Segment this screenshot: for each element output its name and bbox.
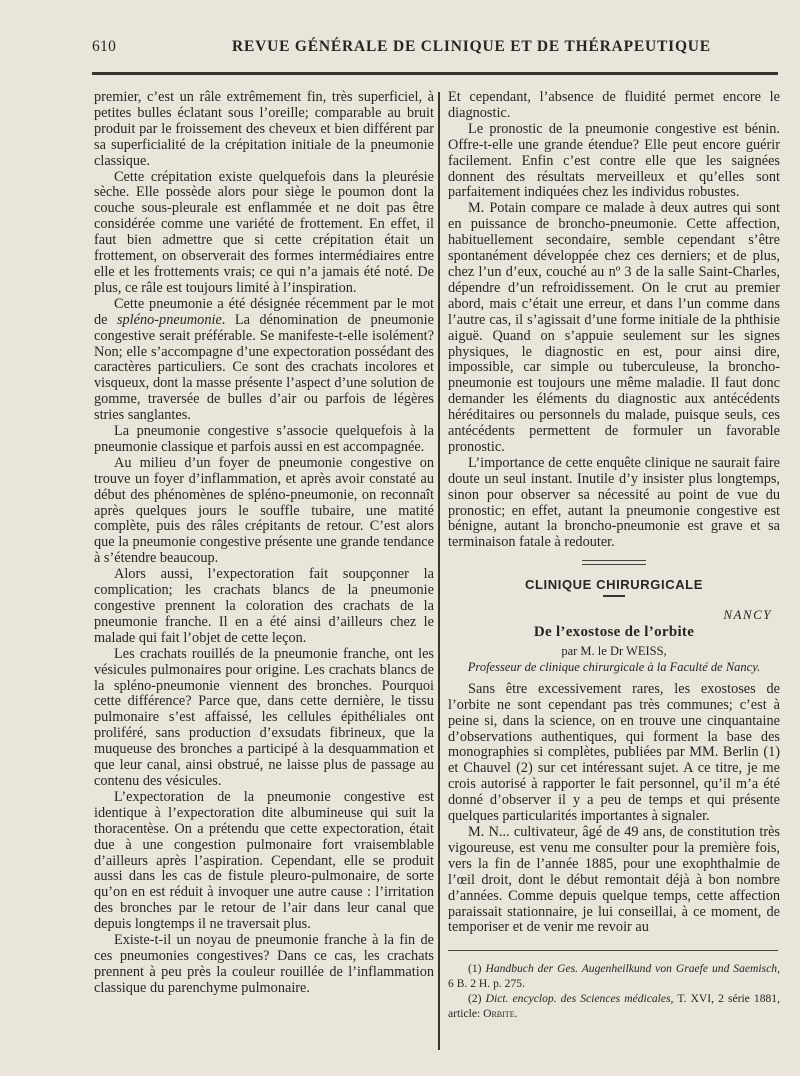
running-header [92,38,770,62]
journal-title: REVUE GÉNÉRALE DE CLINIQUE ET DE THÉRAPEUTIQUE [232,38,711,55]
section-rule [603,595,625,597]
left-paragraph-2: Cette crépitation existe quelquefois dans la pleurésie sèche. Elle possède alors pour siège le poumon dont la couche sous-pleurale est enflammée et ne doit pas être considérée comme une variété de frottement. En effet, il faut bien admettre que si cette crépitation était un frottement, on observerait des formes intermédiaires entre elle et les frottements vrais; ce qui n’a jamais été noté. De plus, ce râle est toujours limité à l’inspiration. [94,168,434,296]
footnote-1-ref: 6 B. 2 H. p. 275. [448,977,525,991]
footnote-2 [448,991,780,1021]
left-paragraph-3-start: Cette pneumonie a été désignée récemment par le mot de [94,295,434,328]
article-author: par M. le Dr WEISS, [561,644,667,658]
left-paragraph-1: premier, c’est un râle extrêmement fin, très superficiel, à petites bulles éclatant sous l’oreille; comparable au bruit produit par le froissement des cheveux et bien différent par sa superficialité de la crépitation initiale de la pneumonie classique. [94,89,434,169]
right-paragraph-3: M. Potain compare ce malade à deux autres qui sont en puissance de broncho-pneumonie. Cette affection, habituellement secondaire, semble cependant s’être spontanément développée chez ces derniers; et de plus, chez l’un d’eux, couché au nº 3 de la salle Saint-Charles, dépendre d’un refroidissement. On le crut au premier abord, mais c’était une erreur, et dans l’un comme dans l’autre cas, il s’agissait d’une forme initiale de la phthisie aiguë. Quand on s’appuie seulement sur les signes physiques, le diagnostic en est, pour ainsi dire, impossible, car simple ou tuberculeuse, la broncho-pneumonie est toujours une même maladie. Il faut donc demander les éléments du diagnostic aux antécédents héréditaires ou personnels du malade, puisque seuls, ces antécédents permettent de formuler un favorable pronostic. [448,200,780,455]
article-title: De l’exostose de l’orbite [533,624,695,641]
footnote-1-marker: (1) [468,962,486,976]
footnote-2-marker: (2) [468,992,486,1006]
column-divider [438,92,440,1050]
left-paragraph-7: Les crachats rouillés de la pneumonie franche, ont les vésicules pulmonaires pour origine. Les crachats blancs de la spléno-pneumonie viennent des bronches. Pourquoi cette différence? Parce que, dans cette dernière, le tissu pulmonaire s’est affaissé, les cellules épithéliales ont proliféré, sans production d’exsudats fibrineux, que la muqueuse des bronches a participé à la desquammation et que leur canal, ainsi obstrué, ne laisse plus de passage au contenu des vésicules. [94,645,434,789]
left-paragraph-8: L’expectoration de la pneumonie congestive est identique à l’expectoration dite albumineuse qui suit la thoracentèse. On a prétendu que cette expectoration, était due à une congestion pulmonaire fort vraisemblable d’ailleurs après l’aspiration. Cependant, elle se produit aussi dans les cas de fistule pleuro-pulmonaire, de sorte qu’on en est réduit à invoquer une autre cause : l’irritation des bronches par le retour de l’air dans leur canal que depuis longtemps il ne traversait plus. [94,788,434,933]
footnote-1-source: Handbuch der Ges. Augenheilkund von Graefe und Saemisch, [485,962,780,976]
footnote-1 [448,961,780,991]
footnote-2-article: Orbite. [483,1007,518,1021]
footnote-2-source: Dict. encyclop. des Sciences médicales, [485,992,674,1006]
section-ornament [582,560,646,565]
right-column [448,90,780,1021]
header-rule [92,72,778,75]
author-affiliation: Professeur de clinique chirurgicale à la Faculté de Nancy. [467,659,761,674]
spleno-pneumonie-term: spléno-pneumonie [116,311,222,328]
footnote-rule [448,950,778,951]
left-paragraph-3 [94,297,434,424]
right-paragraph-2: Le pronostic de la pneumonie congestive est bénin. Offre-t-elle une grande étendue? Elle peut encore guérir facilement. Enfin c’est contre elle que les saignées donnent des résultats merveilleux et qu’elles sont parfaitement indiquées chez les individus robustes. [448,120,780,201]
left-paragraph-3-end: . La dénomination de pneumonie congestive serait préférable. Se manifeste-t-elle isolément? Non; elle s’accompagne d’une expectoration possédant des caractères particuliers. Ce sont des crachats incolores et visqueux, dont la masse présente l’aspect d’une solution de gomme, traversée de bulles d’air ou parfois de légères stries sanglantes. [94,311,434,424]
page-number: 610 [92,38,117,55]
right-paragraph-4: L’importance de cette enquête clinique ne saurait faire doute un seul instant. Inutile d’y insister plus longtemps, sinon pour observer sa nécessité au point de vue du pronostic; en effet, autant la pneumonie congestive est bénigne, autant la broncho-pneumonie est grave et sa terminaison fatale à redouter. [448,454,780,551]
left-column [94,90,434,997]
footnote-2-ref: T. XVI, 2 série 1881, article: [448,992,780,1021]
left-paragraph-9: Existe-t-il un noyau de pneumonie franche à la fin de ces pneumonies congestives? Dans ce cas, les crachats prennent à peu près la couleur rouillée de l’inflammation classique du parenchyme pulmonaire. [94,932,434,996]
left-paragraph-4: La pneumonie congestive s’associe quelquefois à la pneumonie classique et parfois aussi en est accompagnée. [94,423,434,455]
right-paragraph-6: M. N... cultivateur, âgé de 49 ans, de constitution très vigoureuse, est venu me consulter pour la première fois, vers la fin de l’année 1885, pour une exophthalmie de l’œil droit, dont le début remontait déjà à bon nombre d’années. Comme depuis quelque temps, cette affection paraissait stationnaire, je lui conseillai, à ce moment, de temporiser et de venir me revoir au [448,823,780,936]
left-paragraph-6: Alors aussi, l’expectoration fait soupçonner la complication; les crachats blancs de la pneumonie congestive prennent la coloration des crachats de la pneumonie franche. Il en a été ainsi d’ailleurs chez le malade qui fait l’objet de cette leçon. [94,566,434,646]
right-paragraph-1: Et cependant, l’absence de fluidité permet encore le diagnostic. [448,89,780,121]
article-city: NANCY [723,607,772,623]
section-title: CLINIQUE CHIRURGICALE [525,577,703,593]
right-paragraph-5: Sans être excessivement rares, les exostoses de l’orbite ne sont cependant pas très communes; c’est à peine si, dans la science, on en trouve une cinquantaine d’observations authentiques, qui forment la base des monographies si complètes, publiées par MM. Berlin (1) et Chauvel (2) sur cet intéressant sujet. A ce titre, je me crois autorisé à rapporter le fait personnel, qu’il m’a été donné d’observer il y a peu de temps et qui présente quelques particularités importantes à signaler. [448,680,780,825]
left-paragraph-5: Au milieu d’un foyer de pneumonie congestive on trouve un foyer d’inflammation, et après avoir constaté au début des phénomènes de spléno-pneumonie, on reconnaît après quelques jours le souffle tubaire, une matité complète, puis des râles crépitants de retour. C’est alors que la pneumonie congestive présente une grande tendance à s’étendre beaucoup. [94,454,434,567]
